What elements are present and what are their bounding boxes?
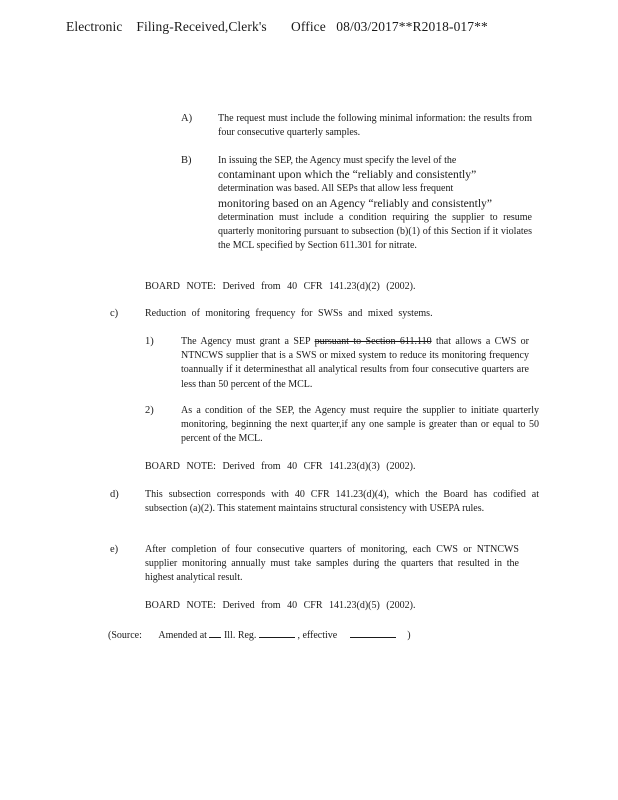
item-c1-post: that allows a CWS or NTNCWS supplier that is a SWS or mixed system to reduce its monitoring frequency toannually if it determinesthat all analytical results from four consecutive quarters are less than 50 percent of the MCL. (181, 336, 529, 390)
source-line (108, 627, 448, 643)
item-c1-text (181, 335, 529, 392)
item-b-label: B) (181, 155, 192, 166)
board-note-1: BOARD NOTE: Derived from 40 CFR 141.23(d)(2) (2002). (145, 281, 416, 292)
item-b-body (218, 154, 532, 253)
filing-header: Electronic Filing-Received,Clerk's Office 08/03/2017**R2018-017** (66, 19, 488, 34)
source-close: ) (407, 630, 411, 641)
item-b-line-3: determination was based. All SEPs that allow less frequent (218, 183, 454, 195)
item-d-label: d) (110, 489, 119, 500)
item-b-line-4: monitoring based on an Agency “reliably and consistently” (218, 196, 492, 210)
item-b-line-2: contaminant upon which the “reliably and consistently” (218, 168, 477, 182)
item-d-text: This subsection corresponds with 40 CFR 141.23(d)(4), which the Board has codified at subsection (a)(2). This statement maintains structural consistency with USEPA rules. (145, 489, 539, 515)
source-effective: , effective (297, 630, 338, 641)
item-c2-text: As a condition of the SEP, the Agency must require the supplier to initiate quarterly monitoring, beginning the next quarter,if any one sample is greater than or equal to 50 percent of the MCL. (181, 405, 539, 445)
item-e-text: After completion of four consecutive quarters of monitoring, each CWS or NTNCWS supplier monitoring annually must take samples during the quarters that resulted in the highest analytical result. (145, 544, 519, 584)
item-c1-label: 1) (145, 336, 154, 347)
blank-date (350, 627, 396, 638)
item-b-line-1: In issuing the SEP, the Agency must specify the level of the (218, 155, 457, 166)
blank-page (259, 627, 295, 638)
source-open: (Source: (108, 630, 142, 641)
source-reg: Ill. Reg. (223, 630, 257, 641)
item-b-line-5: determination must include a condition requiring the supplier to resume quarterly monitoring pursuant to subsection (b)(1) of this Section if it violates the MCL specified by Section 611.301 for nitrate. (218, 211, 532, 252)
item-a-text: The request must include the following minimal information: the results from four consecutive quarterly samples. (218, 113, 532, 139)
board-note-3: BOARD NOTE: Derived from 40 CFR 141.23(d)(5) (2002). (145, 600, 416, 611)
item-e-label: e) (110, 544, 119, 555)
item-c-text: Reduction of monitoring frequency for SWSs and mixed systems. (145, 308, 433, 319)
source-amended: Amended at (158, 630, 207, 641)
blank-volume (209, 627, 221, 638)
item-a-label: A) (181, 113, 193, 124)
item-c1-pre: The Agency must grant a SEP (181, 336, 315, 347)
item-c2-label: 2) (145, 405, 154, 416)
item-c1-struck: pursuant to Section 611.110 (314, 336, 432, 347)
board-note-2: BOARD NOTE: Derived from 40 CFR 141.23(d)(3) (2002). (145, 461, 416, 472)
item-c-label: c) (110, 308, 119, 319)
